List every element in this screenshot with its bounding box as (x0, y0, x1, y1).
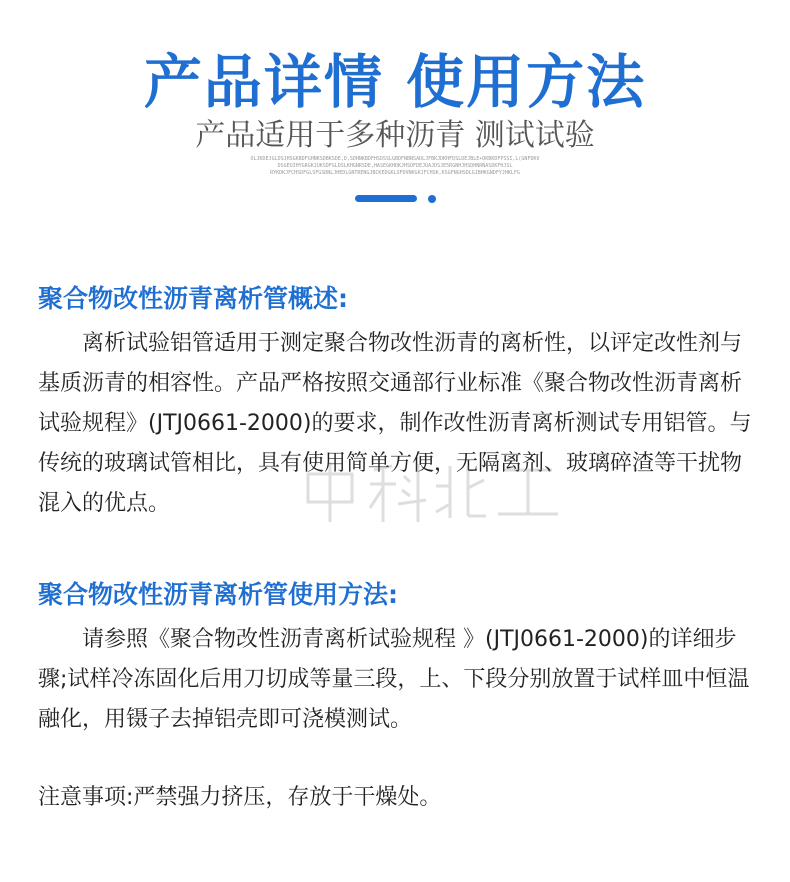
decor-line: OLJKDEJGLDSJHSGKBDFGHNKSDBKSDE,D,SDHNKBDFHSDSSLGBDFNBNSADLJFBKJDKHFDSLDEJBLE+DKBKDFPSSI,L(GNFDKV (250, 156, 540, 162)
usage-title: 聚合物改性沥青离析管使用方法: (38, 580, 398, 609)
divider-bar (355, 195, 417, 202)
page-subtitle: 产品适用于多种沥青 测试试验 (195, 118, 595, 153)
divider-dot (428, 195, 436, 203)
usage-paragraph: 请参照《聚合物改性沥青离析试验规程 》(JTJ0661-2000)的详细步骤;试样冷冻固化后用刀切成等量三段，上、下段分别放置于试样皿中恒温融化，用镊子去掉铝壳即可浇模测试。 (38, 627, 750, 732)
page-title: 产品详情 使用方法 (143, 48, 647, 116)
notice-text: 注意事项:严禁强力挤压，存放于干燥处。 (38, 785, 442, 810)
decor-line: RYKDKJFCHSDFGLSFGSDNLJHEDLGNTRENGJBCKEDGKLSFDVNKGKJFCHSK,KSGFNGHSDLGJBHKGNDFYJHKLFG (270, 170, 520, 176)
overview-title: 聚合物改性沥青离析管概述: (38, 284, 348, 313)
overview-paragraph: 离析试验铝管适用于测定聚合物改性沥青的离析性，以评定改性剂与基质沥青的相容性。产品严格按照交通部行业标准《聚合物改性沥青离析试验规程》(JTJ0661-2000)的要求，制作改性沥青离析测试专用铝管。与传统的玻璃试管相比，具有使用简单方便，无隔离剂、玻璃碎渣等干扰物混入的优点。 (38, 331, 752, 516)
watermark-graphic (300, 460, 570, 524)
decorative-text (240, 156, 550, 178)
watermark-logo (300, 460, 570, 524)
decor-line: DSGEUIHYGRGKJUKSDFGLDSLKHGNRSDE,HASEGKHDKJHSOFDEJUAJDSJE5RGNHJHSDHNRNASDKFHJSL (277, 163, 513, 169)
